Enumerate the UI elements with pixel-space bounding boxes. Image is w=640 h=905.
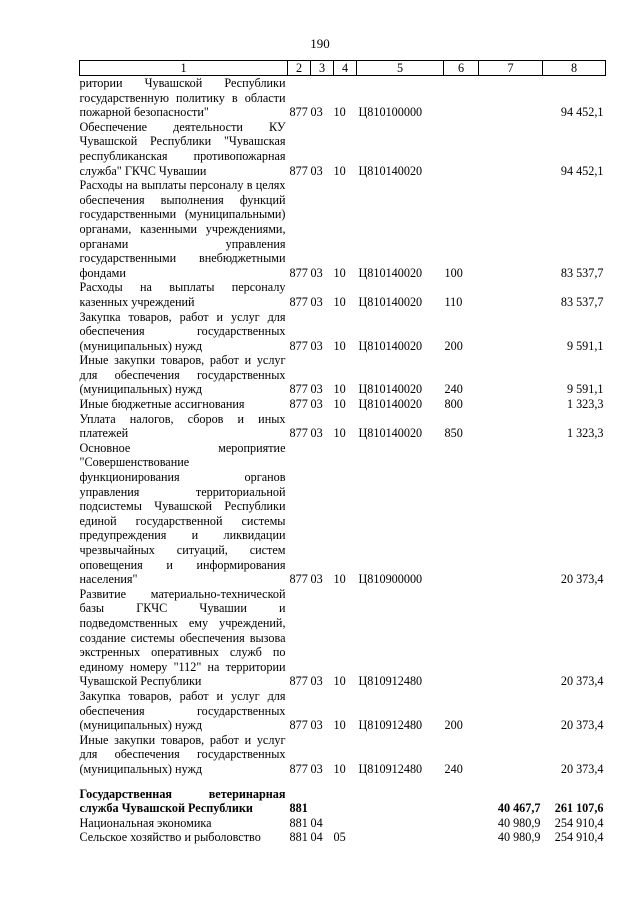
header-col-3: 3: [311, 61, 334, 76]
row-amount-1: [479, 733, 543, 777]
row-name: Уплата налогов, сборов и иных платежей: [79, 411, 286, 441]
row-target-article: Ц810912480: [358, 761, 423, 776]
row-expense-group: [444, 787, 479, 816]
header-col-6: 6: [444, 61, 479, 76]
row-expense-group: 240: [444, 382, 463, 397]
row-target-article: [357, 816, 444, 831]
row-subsection: 10: [333, 105, 346, 120]
row-code: 877: [289, 718, 308, 733]
row-section: 03: [310, 572, 323, 587]
row-expense-group: 800: [444, 397, 463, 412]
row-code: 877: [289, 338, 308, 353]
row-code: 877: [289, 761, 308, 776]
row-code: 877: [289, 163, 308, 178]
row-amount-2: 20 373,4: [560, 718, 604, 733]
row-expense-group: [444, 441, 479, 587]
row-amount-2: 83 537,7: [560, 294, 604, 309]
row-subsection: 10: [333, 426, 346, 441]
row-target-article: Ц810100000: [358, 105, 423, 120]
table-row: [80, 120, 606, 178]
row-amount-2: 20 373,4: [560, 572, 604, 587]
row-amount-2: 1 323,3: [566, 426, 604, 441]
table-row: [80, 310, 606, 354]
row-target-article: Ц810140020: [358, 426, 423, 441]
row-expense-group: [444, 76, 479, 120]
row-amount-1: 40 467,7: [497, 801, 541, 816]
spacer-row: [80, 777, 606, 787]
row-amount-1: 40 980,9: [497, 830, 541, 845]
row-section: 04: [310, 830, 323, 845]
row-amount-1: [479, 397, 543, 412]
row-subsection: [334, 787, 357, 816]
table-row: [80, 178, 606, 280]
header-col-8: 8: [543, 61, 606, 76]
header-col-2: 2: [288, 61, 311, 76]
header-col-1: 1: [80, 61, 288, 76]
row-subsection: [334, 816, 357, 831]
table-row: [80, 733, 606, 777]
page-number: 190: [310, 36, 330, 51]
row-target-article: Ц810900000: [358, 572, 423, 587]
row-name: Обеспечение деятельности КУ Чувашской Республики "Чувашская республиканская противопожарная служба" ГКЧС Чувашии: [79, 119, 286, 178]
row-target-article: Ц810140020: [358, 265, 423, 280]
row-subsection: 10: [333, 572, 346, 587]
row-subsection: 10: [333, 294, 346, 309]
row-amount-1: [479, 178, 543, 280]
row-name: Расходы на выплаты персоналу казенных учреждений: [79, 280, 286, 309]
row-amount-2: 254 910,4: [554, 830, 604, 845]
row-name: ритории Чувашской Республики государственную политику в области пожарной безопасности": [79, 76, 286, 120]
row-amount-1: [479, 689, 543, 733]
row-code: 877: [289, 382, 308, 397]
row-code: 877: [289, 105, 308, 120]
row-expense-group: 240: [444, 761, 463, 776]
row-section: 03: [310, 163, 323, 178]
header-col-5: 5: [357, 61, 444, 76]
row-name: Расходы на выплаты персоналу в целях обеспечения выполнения функций государственными (муниципальными) органами, казенными учреждениями, органами управления государственными внебюджетными фондами: [79, 178, 286, 280]
row-subsection: 10: [333, 163, 346, 178]
row-section: 04: [310, 815, 323, 830]
row-amount-1: [479, 120, 543, 178]
row-section: 03: [310, 397, 323, 412]
spacer-cell: [80, 777, 606, 787]
table-row: [80, 787, 606, 816]
row-code: 877: [289, 265, 308, 280]
row-code: 881: [289, 815, 308, 830]
row-amount-2: 83 537,7: [560, 265, 604, 280]
row-target-article: Ц810912480: [358, 718, 423, 733]
row-target-article: [357, 830, 444, 845]
table-row: [80, 830, 606, 845]
row-amount-1: [479, 280, 543, 309]
row-expense-group: [444, 120, 479, 178]
row-amount-2: 254 910,4: [554, 815, 604, 830]
row-subsection: 10: [333, 761, 346, 776]
row-amount-1: [479, 310, 543, 354]
row-target-article: Ц810912480: [358, 674, 423, 689]
row-expense-group: 100: [444, 265, 463, 280]
table-row: [80, 412, 606, 441]
row-expense-group: 200: [444, 718, 463, 733]
row-name: Закупка товаров, работ и услуг для обеспечения государственных (муниципальных) нужд: [79, 688, 286, 733]
row-expense-group: 850: [444, 426, 463, 441]
row-target-article: Ц810140020: [358, 338, 423, 353]
row-expense-group: 110: [444, 294, 463, 309]
row-name: Развитие материально-технической базы ГКЧС Чувашии и подведомственных ему учреждений, создание системы обеспечения вызова экстренных оперативных служб по единому номеру "112" на территории Чувашской Республики: [79, 586, 286, 689]
row-amount-2: 94 452,1: [560, 105, 604, 120]
row-section: [311, 787, 334, 816]
row-code: 877: [289, 397, 308, 412]
row-section: 03: [310, 426, 323, 441]
row-subsection: 10: [333, 397, 346, 412]
row-expense-group: [444, 587, 479, 689]
row-name: Основное мероприятие "Совершенствование функционирования органов управления территориальной подсистемы Чувашской Республики единой государственной системы предупреждения и ликвидации чрезвычайных ситуаций, систем оповещения и информирования населения": [79, 440, 286, 587]
row-section: 03: [310, 338, 323, 353]
table-row: [80, 76, 606, 120]
row-amount-1: [479, 587, 543, 689]
row-section: 03: [310, 294, 323, 309]
row-amount-1: [479, 412, 543, 441]
row-code: 877: [289, 572, 308, 587]
table-row: [80, 816, 606, 831]
table-row: [80, 441, 606, 587]
row-section: 03: [310, 105, 323, 120]
row-amount-1: [479, 353, 543, 397]
row-expense-group: [444, 830, 479, 845]
row-target-article: Ц810140020: [358, 382, 423, 397]
budget-table: [79, 60, 606, 845]
table-header-row: [80, 61, 606, 76]
row-code: 881: [289, 801, 308, 816]
row-section: 03: [310, 674, 323, 689]
row-name: Национальная экономика: [79, 815, 212, 830]
row-subsection: 10: [333, 382, 346, 397]
row-amount-2: 9 591,1: [566, 382, 604, 397]
table-row: [80, 280, 606, 309]
row-subsection: 10: [333, 718, 346, 733]
row-name: Закупка товаров, работ и услуг для обеспечения государственных (муниципальных) нужд: [79, 309, 286, 353]
row-amount-2: 20 373,4: [560, 761, 604, 776]
table-row: [80, 397, 606, 412]
row-amount-1: 40 980,9: [497, 815, 541, 830]
row-section: 03: [310, 761, 323, 776]
row-name: Иные закупки товаров, работ и услуг для обеспечения государственных (муниципальных) нужд: [79, 353, 286, 397]
row-expense-group: 200: [444, 338, 463, 353]
row-section: 03: [310, 718, 323, 733]
row-amount-2: 20 373,4: [560, 674, 604, 689]
table-row: [80, 689, 606, 733]
row-target-article: Ц810140020: [358, 294, 423, 309]
row-amount-1: [479, 76, 543, 120]
row-subsection: 10: [333, 265, 346, 280]
header-col-4: 4: [334, 61, 357, 76]
row-name: Иные бюджетные ассигнования: [79, 397, 245, 412]
row-code: 877: [289, 674, 308, 689]
table-row: [80, 353, 606, 397]
row-subsection: 10: [333, 338, 346, 353]
row-target-article: Ц810140020: [358, 163, 423, 178]
row-code: 877: [289, 426, 308, 441]
row-section: 03: [310, 265, 323, 280]
row-name: Государственная ветеринарная служба Чувашской Республики: [79, 786, 286, 816]
row-target-article: [357, 787, 444, 816]
row-amount-2: 9 591,1: [566, 338, 604, 353]
row-amount-2: 261 107,6: [554, 801, 604, 816]
header-col-7: 7: [479, 61, 543, 76]
row-code: 881: [289, 830, 308, 845]
row-expense-group: [444, 816, 479, 831]
row-name: Сельское хозяйство и рыболовство: [79, 830, 261, 845]
row-code: 877: [289, 294, 308, 309]
row-subsection: 05: [333, 830, 346, 845]
row-section: 03: [310, 382, 323, 397]
row-amount-1: [479, 441, 543, 587]
row-target-article: Ц810140020: [358, 397, 423, 412]
row-subsection: 10: [333, 674, 346, 689]
row-name: Иные закупки товаров, работ и услуг для обеспечения государственных (муниципальных) нужд: [79, 732, 286, 776]
table-body: [80, 76, 606, 845]
table-row: [80, 587, 606, 689]
row-amount-2: 1 323,3: [566, 397, 604, 412]
row-amount-2: 94 452,1: [560, 163, 604, 178]
